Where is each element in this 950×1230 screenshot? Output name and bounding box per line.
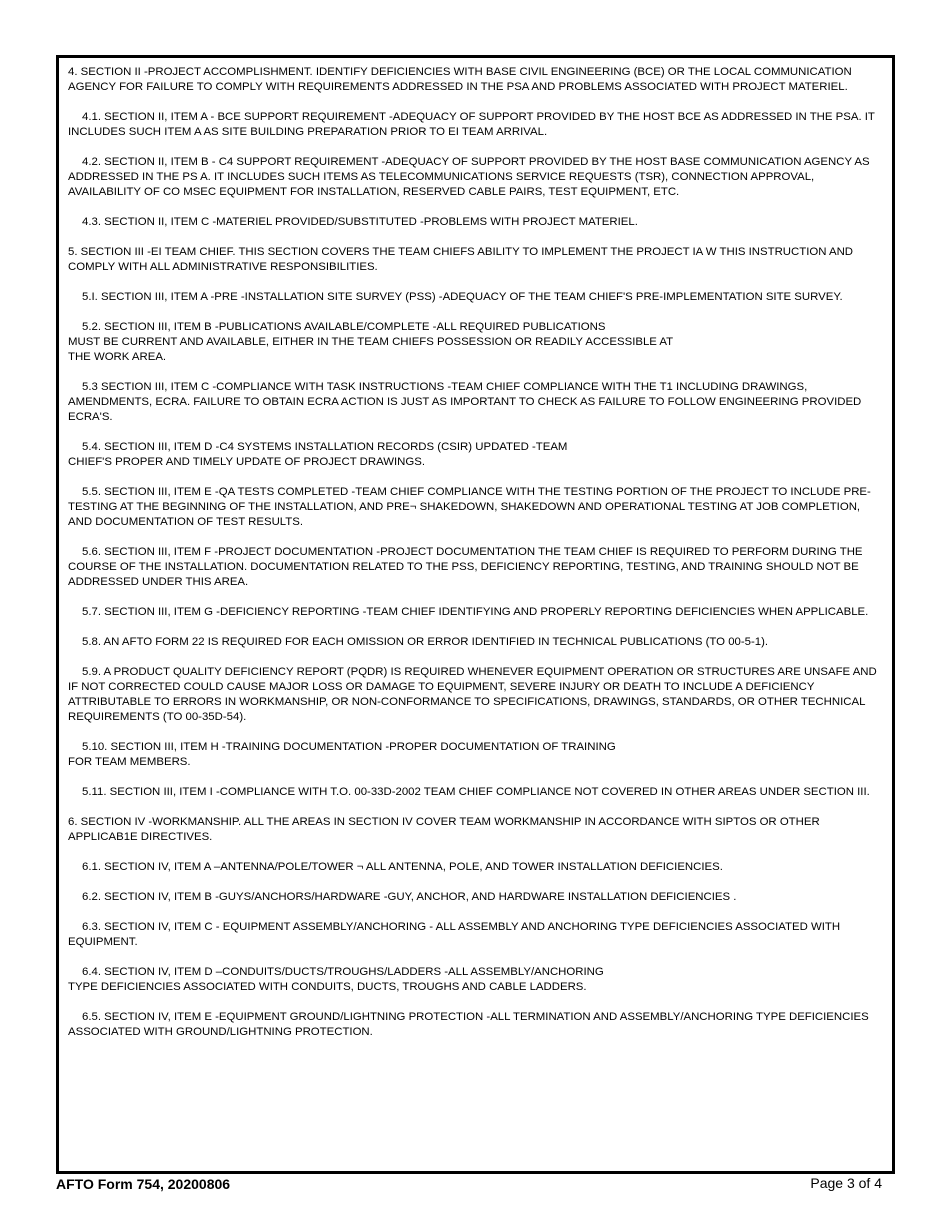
form-id: AFTO Form 754, 20200806 [56, 1176, 231, 1192]
paragraph-6-4: 6.4. SECTION IV, ITEM D –CONDUITS/DUCTS/TROUGHS/LADDERS -ALL ASSEMBLY/ANCHORING TYPE DEFICIENCIES ASSOCIATED WITH CONDUITS, DUCTS, TROUGHS AND CABLE LADDERS. [68, 966, 604, 993]
paragraph-4-2: 4.2. SECTION II, ITEM B - C4 SUPPORT REQUIREMENT -ADEQUACY OF SUPPORT PROVIDED BY THE HOST BASE COMMUNICATION AGENCY AS ADDRESSED IN THE PS A. IT INCLUDES SUCH ITEMS AS TELECOMMUNICATIONS SERVICE REQUESTS (TSR), CONNECTION APPROVAL, AVAILABILITY OF CO MSEC EQUIPMENT FOR INSTALLATION, RESERVED CABLE PAIRS, TEST EQUIPMENT, ETC. [68, 156, 870, 198]
paragraph-5-8: 5.8. AN AFTO FORM 22 IS REQUIRED FOR EACH OMISSION OR ERROR IDENTIFIED IN TECHNICAL PUBLICATIONS (TO 00-5-1). [82, 636, 769, 648]
paragraph-5-10: 5.10. SECTION III, ITEM H -TRAINING DOCUMENTATION -PROPER DOCUMENTATION OF TRAINING FOR TEAM MEMBERS. [68, 741, 616, 768]
paragraph-6-5: 6.5. SECTION IV, ITEM E -EQUIPMENT GROUND/LIGHTNING PROTECTION -ALL TERMINATION AND ASSEMBLY/ANCHORING TYPE DEFICIENCIES ASSOCIATED WITH GROUND/LIGHTNING PROTECTION. [68, 1011, 869, 1038]
paragraph-4-1: 4.1. SECTION II, ITEM A - BCE SUPPORT REQUIREMENT -ADEQUACY OF SUPPORT PROVIDED BY THE HOST BCE AS ADDRESSED IN THE PSA. IT INCLUDES SUCH ITEM A AS SITE BUILDING PREPARATION PRIOR TO EI TEAM ARRIVAL. [68, 111, 875, 138]
paragraph-6-3: 6.3. SECTION IV, ITEM C - EQUIPMENT ASSEMBLY/ANCHORING - ALL ASSEMBLY AND ANCHORING TYPE DEFICIENCIES ASSOCIATED WITH EQUIPMENT. [68, 921, 841, 948]
paragraph-6: 6. SECTION IV -WORKMANSHIP. ALL THE AREAS IN SECTION IV COVER TEAM WORKMANSHIP IN ACCORDANCE WITH SIPTOS OR OTHER APPLICAB1E DIRECTIVES. [68, 816, 820, 843]
paragraph-6-2: 6.2. SECTION IV, ITEM B -GUYS/ANCHORS/HARDWARE -GUY, ANCHOR, AND HARDWARE INSTALLATION DEFICIENCIES . [82, 891, 737, 903]
paragraph-4-3: 4.3. SECTION II, ITEM C -MATERIEL PROVIDED/SUBSTITUTED -PROBLEMS WITH PROJECT MATERIEL. [82, 216, 638, 228]
paragraph-5-5: 5.5. SECTION III, ITEM E -QA TESTS COMPLETED -TEAM CHIEF COMPLIANCE WITH THE TESTING PORTION OF THE PROJECT TO INCLUDE PRE-TESTING AT THE BEGINNING OF THE INSTALLATION, AND PRE¬ SHAKEDOWN, SHAKEDOWN AND OPERATIONAL TESTING AT JOB COMPLETION, AND DOCUMENTATION OF TEST RESULTS. [68, 486, 871, 528]
paragraph-5-3: 5.3 SECTION III, ITEM C -COMPLIANCE WITH TASK INSTRUCTIONS -TEAM CHIEF COMPLIANCE WITH THE T1 INCLUDING DRAWINGS, AMENDMENTS, ECRA. FAILURE TO OBTAIN ECRA ACTION IS JUST AS IMPORTANT TO CHECK AS FAILURE TO FOLLOW ENGINEERING PROVIDED ECRA'S. [68, 381, 862, 423]
paragraph-5-7: 5.7. SECTION III, ITEM G -DEFICIENCY REPORTING -TEAM CHIEF IDENTIFYING AND PROPERLY REPORTING DEFICIENCIES WHEN APPLICABLE. [82, 606, 869, 618]
document-body [68, 65, 880, 1055]
paragraph-4: 4. SECTION II -PROJECT ACCOMPLISHMENT. IDENTIFY DEFICIENCIES WITH BASE CIVIL ENGINEERING (BCE) OR THE LOCAL COMMUNICATION AGENCY FOR FAILURE TO COMPLY WITH REQUIREMENTS ADDRESSED IN THE PSA AND PROBLEMS ASSOCIATED WITH PROJECT MATERIEL. [68, 66, 852, 93]
paragraph-5-9: 5.9. A PRODUCT QUALITY DEFICIENCY REPORT (PQDR) IS REQUIRED WHENEVER EQUIPMENT OPERATION OR STRUCTURES ARE UNSAFE AND IF NOT CORRECTED COULD CAUSE MAJOR LOSS OR DAMAGE TO EQUIPMENT, SEVERE INJURY OR DEATH TO INCLUDE A DEFICIENCY ATTRIBUTABLE TO ERRORS IN WORKMANSHIP, OR NON-CONFORMANCE TO SPECIFICATIONS, DRAWINGS, STANDARDS, OR OTHER TECHNICAL REQUIREMENTS (TO 00-35D-54). [68, 666, 877, 723]
paragraph-6-1: 6.1. SECTION IV, ITEM A –ANTENNA/POLE/TOWER ¬ ALL ANTENNA, POLE, AND TOWER INSTALLATION DEFICIENCIES. [82, 861, 723, 873]
paragraph-5-6: 5.6. SECTION III, ITEM F -PROJECT DOCUMENTATION -PROJECT DOCUMENTATION THE TEAM CHIEF IS REQUIRED TO PERFORM DURING THE COURSE OF THE INSTALLATION. DOCUMENTATION RELATED TO THE PSS, DEFICIENCY REPORTING, TESTING, AND TRAINING SHOULD NOT BE ADDRESSED UNDER THIS AREA. [68, 546, 863, 588]
page-number: Page 3 of 4 [810, 1175, 882, 1191]
paragraph-5-4: 5.4. SECTION III, ITEM D -C4 SYSTEMS INSTALLATION RECORDS (CSIR) UPDATED -TEAM CHIEF'S PROPER AND TIMELY UPDATE OF PROJECT DRAWINGS. [68, 441, 568, 468]
paragraph-5-2: 5.2. SECTION III, ITEM B -PUBLICATIONS AVAILABLE/COMPLETE -ALL REQUIRED PUBLICATIONS MUST BE CURRENT AND AVAILABLE, EITHER IN THE TEAM CHIEFS POSSESSION OR READILY ACCESSIBLE AT THE WORK AREA. [68, 321, 674, 363]
paragraph-5-1: 5.I. SECTION III, ITEM A -PRE -INSTALLATION SITE SURVEY (PSS) -ADEQUACY OF THE TEAM CHIEF'S PRE-IMPLEMENTATION SITE SURVEY. [82, 291, 843, 303]
paragraph-5-11: 5.11. SECTION III, ITEM I -COMPLIANCE WITH T.O. 00-33D-2002 TEAM CHIEF COMPLIANCE NOT COVERED IN OTHER AREAS UNDER SECTION III. [82, 786, 870, 798]
paragraph-5: 5. SECTION III -EI TEAM CHIEF. THIS SECTION COVERS THE TEAM CHIEFS ABILITY TO IMPLEMENT THE PROJECT IA W THIS INSTRUCTION AND COMPLY WITH ALL ADMINISTRATIVE RESPONSIBILITIES. [68, 246, 854, 273]
